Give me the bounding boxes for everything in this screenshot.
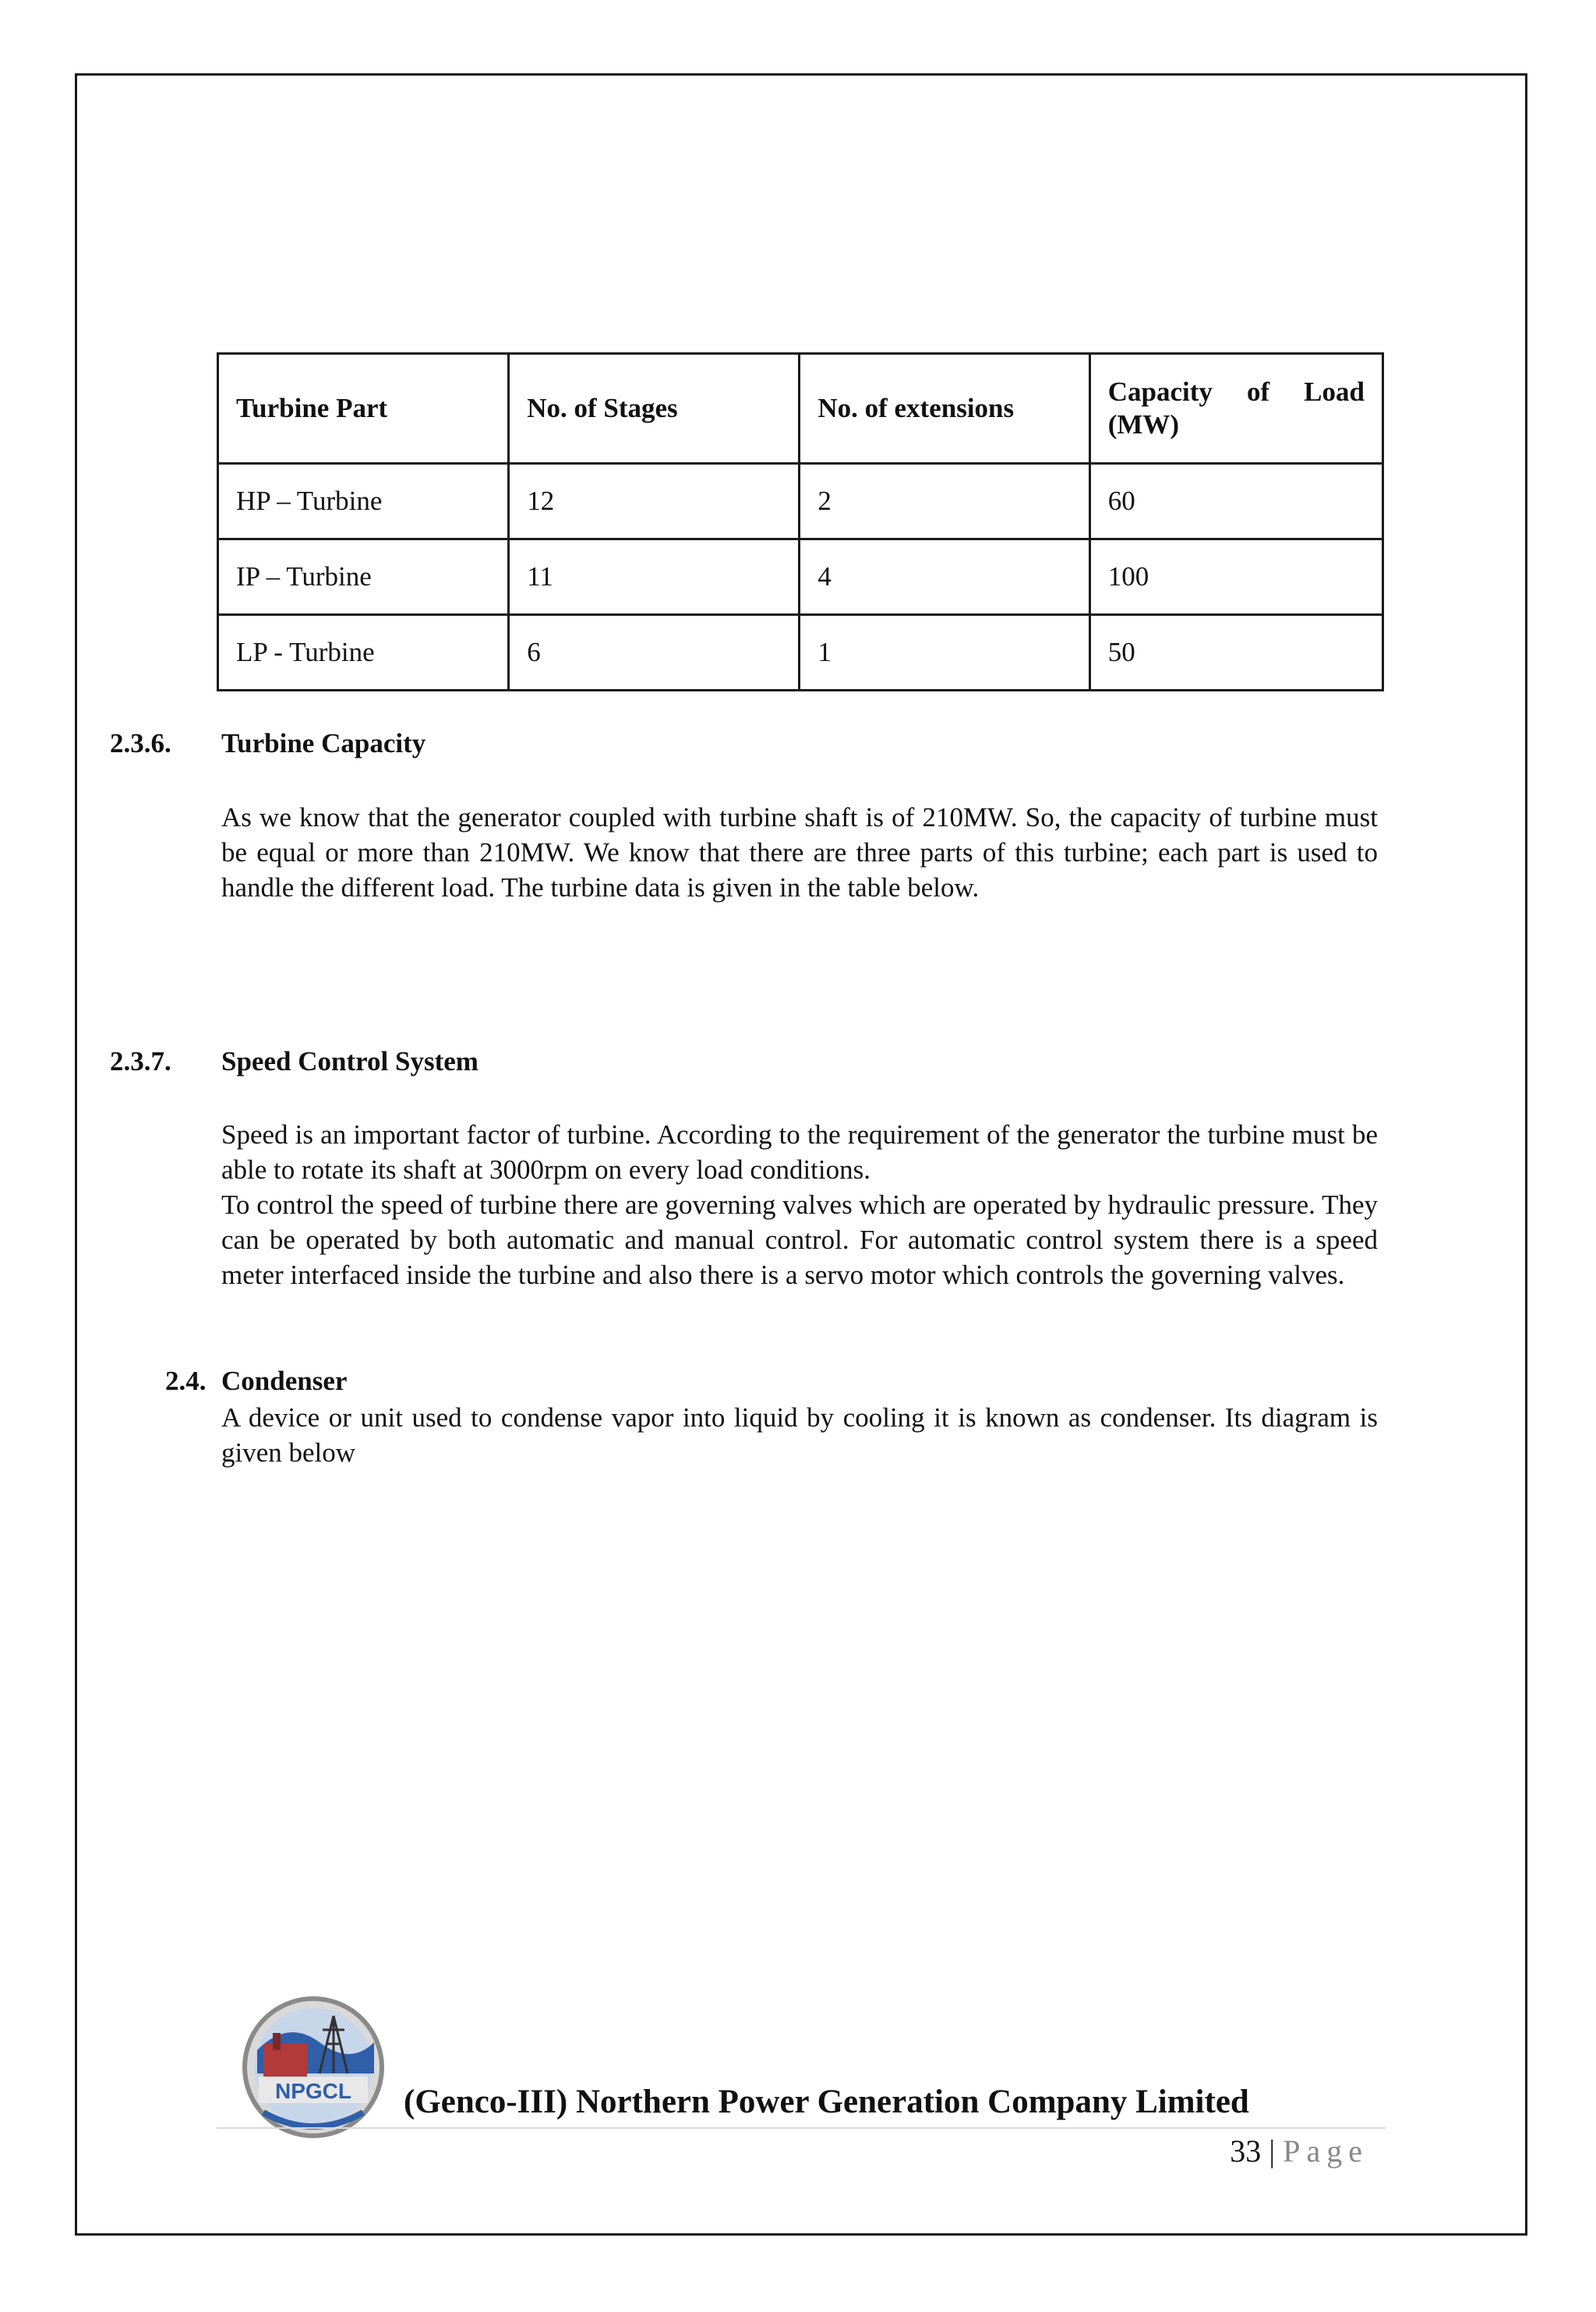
header-turbine-part: Turbine Part	[218, 354, 509, 464]
header-capacity-word: Capacity	[1107, 376, 1213, 407]
condenser-paragraph: A device or unit used to condense vapor into liquid by cooling it is known as condenser. Its diagram is given below	[221, 1402, 1378, 1468]
table-cell: 100	[1089, 539, 1382, 615]
page-number	[1230, 2133, 1368, 2169]
turbine-data-table	[217, 352, 1384, 691]
table-cell: HP – Turbine	[218, 464, 509, 539]
page-number-value: 33	[1230, 2133, 1262, 2169]
table-cell: 1	[800, 615, 1089, 691]
section-title-turbine-capacity: Turbine Capacity	[221, 728, 426, 758]
speed-control-paragraph-2: To control the speed of turbine there are governing valves which are operated by hydraulic pressure. They can be operated by both automatic and manual control. For automatic control system there is a speed meter interfaced inside the turbine and also there is a servo motor which controls the governing valves.	[221, 1190, 1378, 1290]
table-row	[218, 539, 1383, 615]
table-cell: 11	[509, 539, 800, 615]
table-cell: LP - Turbine	[218, 615, 509, 691]
page-label: Page	[1283, 2133, 1368, 2169]
header-capacity-of-load	[1089, 354, 1382, 464]
table-cell: 50	[1089, 615, 1382, 691]
table-row	[218, 615, 1383, 691]
company-logo	[242, 1996, 385, 2139]
table-cell: 60	[1089, 464, 1382, 539]
page-number-separator: |	[1269, 2133, 1276, 2169]
logo-text: NPGCL	[275, 2079, 351, 2103]
section-number-2-3-7: 2.3.7.	[110, 1046, 171, 1076]
section-number-2-4: 2.4.	[165, 1366, 207, 1396]
table-row	[218, 464, 1383, 539]
footer-company-name: (Genco-III) Northern Power Generation Company Limited	[404, 2084, 1249, 2120]
table-header-row	[218, 354, 1383, 464]
header-of-word: of	[1246, 376, 1270, 407]
table-cell: 12	[509, 464, 800, 539]
speed-control-paragraph-1: Speed is an important factor of turbine. According to the requirement of the generator the turbine must be able to rotate its shaft at 3000rpm on every load conditions.	[221, 1119, 1378, 1185]
section-number-2-3-6: 2.3.6.	[110, 728, 171, 758]
table-cell: IP – Turbine	[218, 539, 509, 615]
table-cell: 4	[800, 539, 1089, 615]
header-no-of-stages: No. of Stages	[509, 354, 800, 464]
header-load-word: Load	[1304, 376, 1365, 407]
turbine-capacity-paragraph: As we know that the generator coupled with turbine shaft is of 210MW. So, the capacity of turbine must be equal or more than 210MW. We know that there are three parts of this turbine; each part is used to handle the different load. The turbine data is given in the table below.	[221, 802, 1378, 903]
table-cell: 6	[509, 615, 800, 691]
header-no-of-extensions: No. of extensions	[800, 354, 1089, 464]
section-title-speed-control-system: Speed Control System	[221, 1046, 478, 1076]
footer-divider	[217, 2127, 1386, 2129]
header-unit: (MW)	[1107, 409, 1180, 440]
section-title-condenser: Condenser	[221, 1366, 348, 1396]
table-cell: 2	[800, 464, 1089, 539]
